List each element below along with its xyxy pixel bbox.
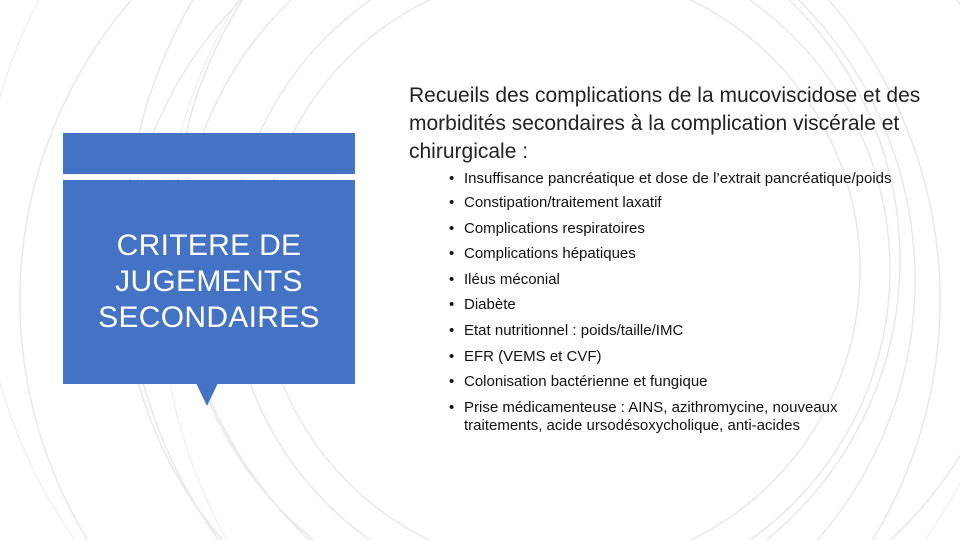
slide-title: CRITERE DE JUGEMENTS SECONDAIRES	[98, 229, 320, 334]
list-item: • Prise médicamenteuse : AINS, azithromycine, nouveaux traitements, acide ursodésoxycholique, anti-acides	[449, 399, 919, 435]
list-item: • Diabète	[449, 296, 919, 314]
criteria-list	[449, 170, 919, 441]
list-item: • Insuffisance pancréatique et dose de l’extrait pancréatique/poids	[449, 170, 919, 188]
title-panel	[63, 180, 355, 384]
list-item: • Iléus méconial	[449, 271, 919, 289]
title-panel-pointer	[196, 383, 218, 406]
title-accent-divider	[63, 174, 355, 178]
title-accent-bar	[63, 133, 355, 174]
list-item: • Colonisation bactérienne et fungique	[449, 373, 919, 391]
list-item: • EFR (VEMS et CVF)	[449, 348, 919, 366]
list-item: • Constipation/traitement laxatif	[449, 194, 919, 212]
list-item: • Complications hépatiques	[449, 245, 919, 263]
list-item: • Complications respiratoires	[449, 220, 919, 238]
list-item: • Etat nutritionnel : poids/taille/IMC	[449, 322, 919, 340]
content-heading: Recueils des complications de la mucoviscidose et des morbidités secondaires à la complication viscérale et chirurgicale :	[409, 84, 921, 163]
